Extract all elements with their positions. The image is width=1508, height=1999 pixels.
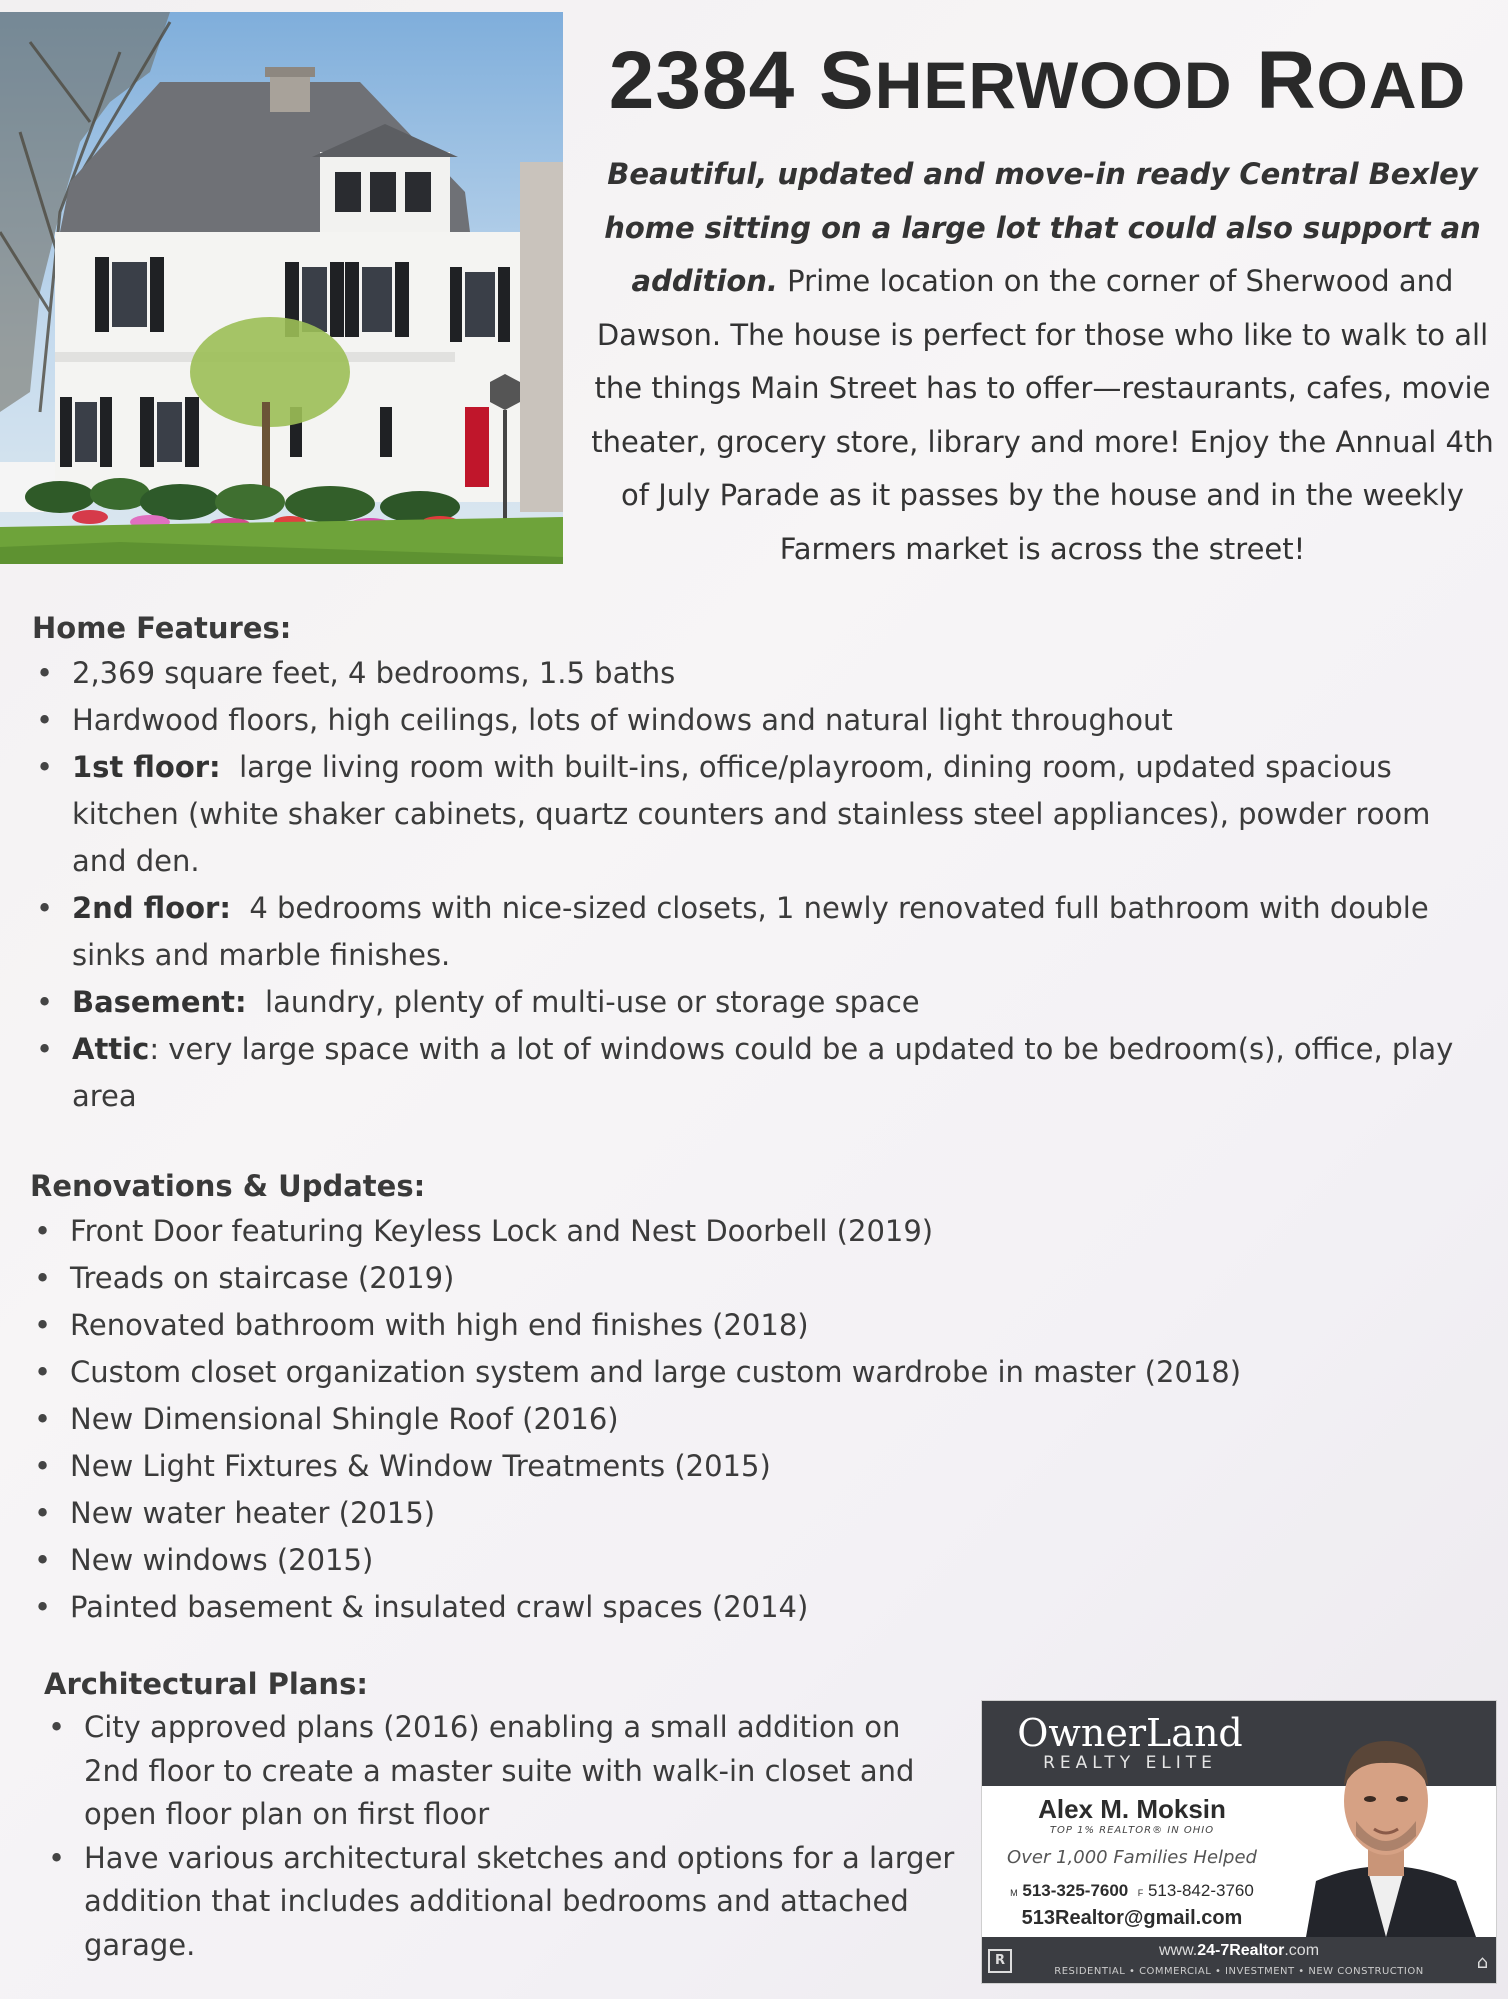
renovations-list — [30, 1208, 1470, 1631]
house-illustration — [0, 12, 563, 564]
list-item: • Hardwood floors, high ceilings, lots of windows and natural light throughout — [32, 697, 1472, 744]
fax-label: F — [1137, 1888, 1144, 1898]
title-number: 2384 — [608, 35, 796, 126]
fax-number: 513-842-3760 — [1147, 1881, 1254, 1900]
list-item: • 2,369 square feet, 4 bedrooms, 1.5 baths — [32, 650, 1472, 697]
architectural-section — [44, 1662, 964, 1967]
home-features-section — [32, 606, 1472, 1120]
list-item: • Renovated bathroom with high end finishes (2018) — [30, 1302, 1470, 1349]
list-item: • New windows (2015) — [30, 1537, 1470, 1584]
title-word-1-rest: HERWOOD — [874, 48, 1233, 122]
list-item: • New Dimensional Shingle Roof (2016) — [30, 1396, 1470, 1443]
brand-subtitle: REALTY ELITE — [1043, 1753, 1217, 1773]
brand-logo-text: OwnerLand — [1017, 1711, 1243, 1755]
card-tagline: RESIDENTIAL • COMMERCIAL • INVESTMENT • NEW CONSTRUCTION — [1054, 1966, 1424, 1977]
agent-name: Alex M. Moksin — [1038, 1794, 1226, 1824]
agent-email[interactable]: 513Realtor@gmail.com — [1021, 1907, 1243, 1929]
title-initial-2: R — [1256, 35, 1317, 126]
list-item: • Front Door featuring Keyless Lock and Nest Doorbell (2019) — [30, 1208, 1470, 1255]
phone-number[interactable]: 513-325-7600 — [1022, 1881, 1129, 1900]
list-item: • Treads on staircase (2019) — [30, 1255, 1470, 1302]
agent-portrait — [1276, 1701, 1496, 1937]
intro-bold: Beautiful, updated and move-in ready Central Bexley home sitting on a large lot that could also support an addition. — [604, 157, 1481, 298]
list-item: • Have various architectural sketches and options for a larger addition that includes additional bedrooms and attached garage. — [44, 1837, 964, 1968]
title-initial-1: S — [819, 35, 875, 126]
home-features-heading: Home Features: — [32, 611, 292, 645]
architectural-heading: Architectural Plans: — [44, 1667, 368, 1701]
renovations-section — [30, 1164, 1470, 1631]
list-item: • New water heater (2015) — [30, 1490, 1470, 1537]
families-helped: Over 1,000 Families Helped — [1007, 1847, 1257, 1868]
list-item: • New Light Fixtures & Window Treatments (2015) — [30, 1443, 1470, 1490]
list-item: • Painted basement & insulated crawl spaces (2014) — [30, 1584, 1470, 1631]
agent-title: TOP 1% REALTOR® IN OHIO — [1049, 1825, 1215, 1836]
list-item: • Custom closet organization system and large custom wardrobe in master (2018) — [30, 1349, 1470, 1396]
list-item: • City approved plans (2016) enabling a small addition on 2nd floor to create a master suite with walk-in closet and open floor plan on first floor — [44, 1706, 964, 1837]
intro-paragraph — [585, 148, 1500, 576]
home-features-list — [32, 650, 1472, 1120]
list-item: • 2nd floor: 4 bedrooms with nice-sized closets, 1 newly renovated full bathroom with double sinks and marble finishes. — [32, 885, 1472, 979]
agent-website[interactable]: www.24-7Realtor.com — [1158, 1942, 1320, 1959]
page-title — [585, 35, 1490, 128]
house-photo — [0, 12, 563, 564]
agent-business-card — [981, 1700, 1497, 1984]
renovations-heading: Renovations & Updates: — [30, 1169, 426, 1203]
realtor-logo-icon: R — [988, 1949, 1012, 1973]
list-item: • Attic: very large space with a lot of windows could be a updated to be bedroom(s), office, play area — [32, 1026, 1472, 1120]
list-item: • 1st floor: large living room with built-ins, office/playroom, dining room, updated spacious kitchen (white shaker cabinets, quartz counters and stainless steel appliances), powder room and den. — [32, 744, 1472, 885]
intro-text: Prime location on the corner of Sherwood and Dawson. The house is perfect for those who like to walk to all the things Main Street has to offer—restaurants, cafes, movie theater, grocery store, library and more! Enjoy the Annual 4th of July Parade as it passes by the house and in the weekly Farmers market is across the street! — [591, 264, 1494, 566]
phone-numbers — [982, 1881, 1282, 1901]
architectural-list — [44, 1706, 964, 1967]
equal-housing-icon: ⌂ — [1476, 1952, 1488, 1973]
title-word-2-rest: OAD — [1316, 48, 1467, 122]
phone-label: M — [1010, 1888, 1018, 1898]
list-item: • Basement: laundry, plenty of multi-use or storage space — [32, 979, 1472, 1026]
